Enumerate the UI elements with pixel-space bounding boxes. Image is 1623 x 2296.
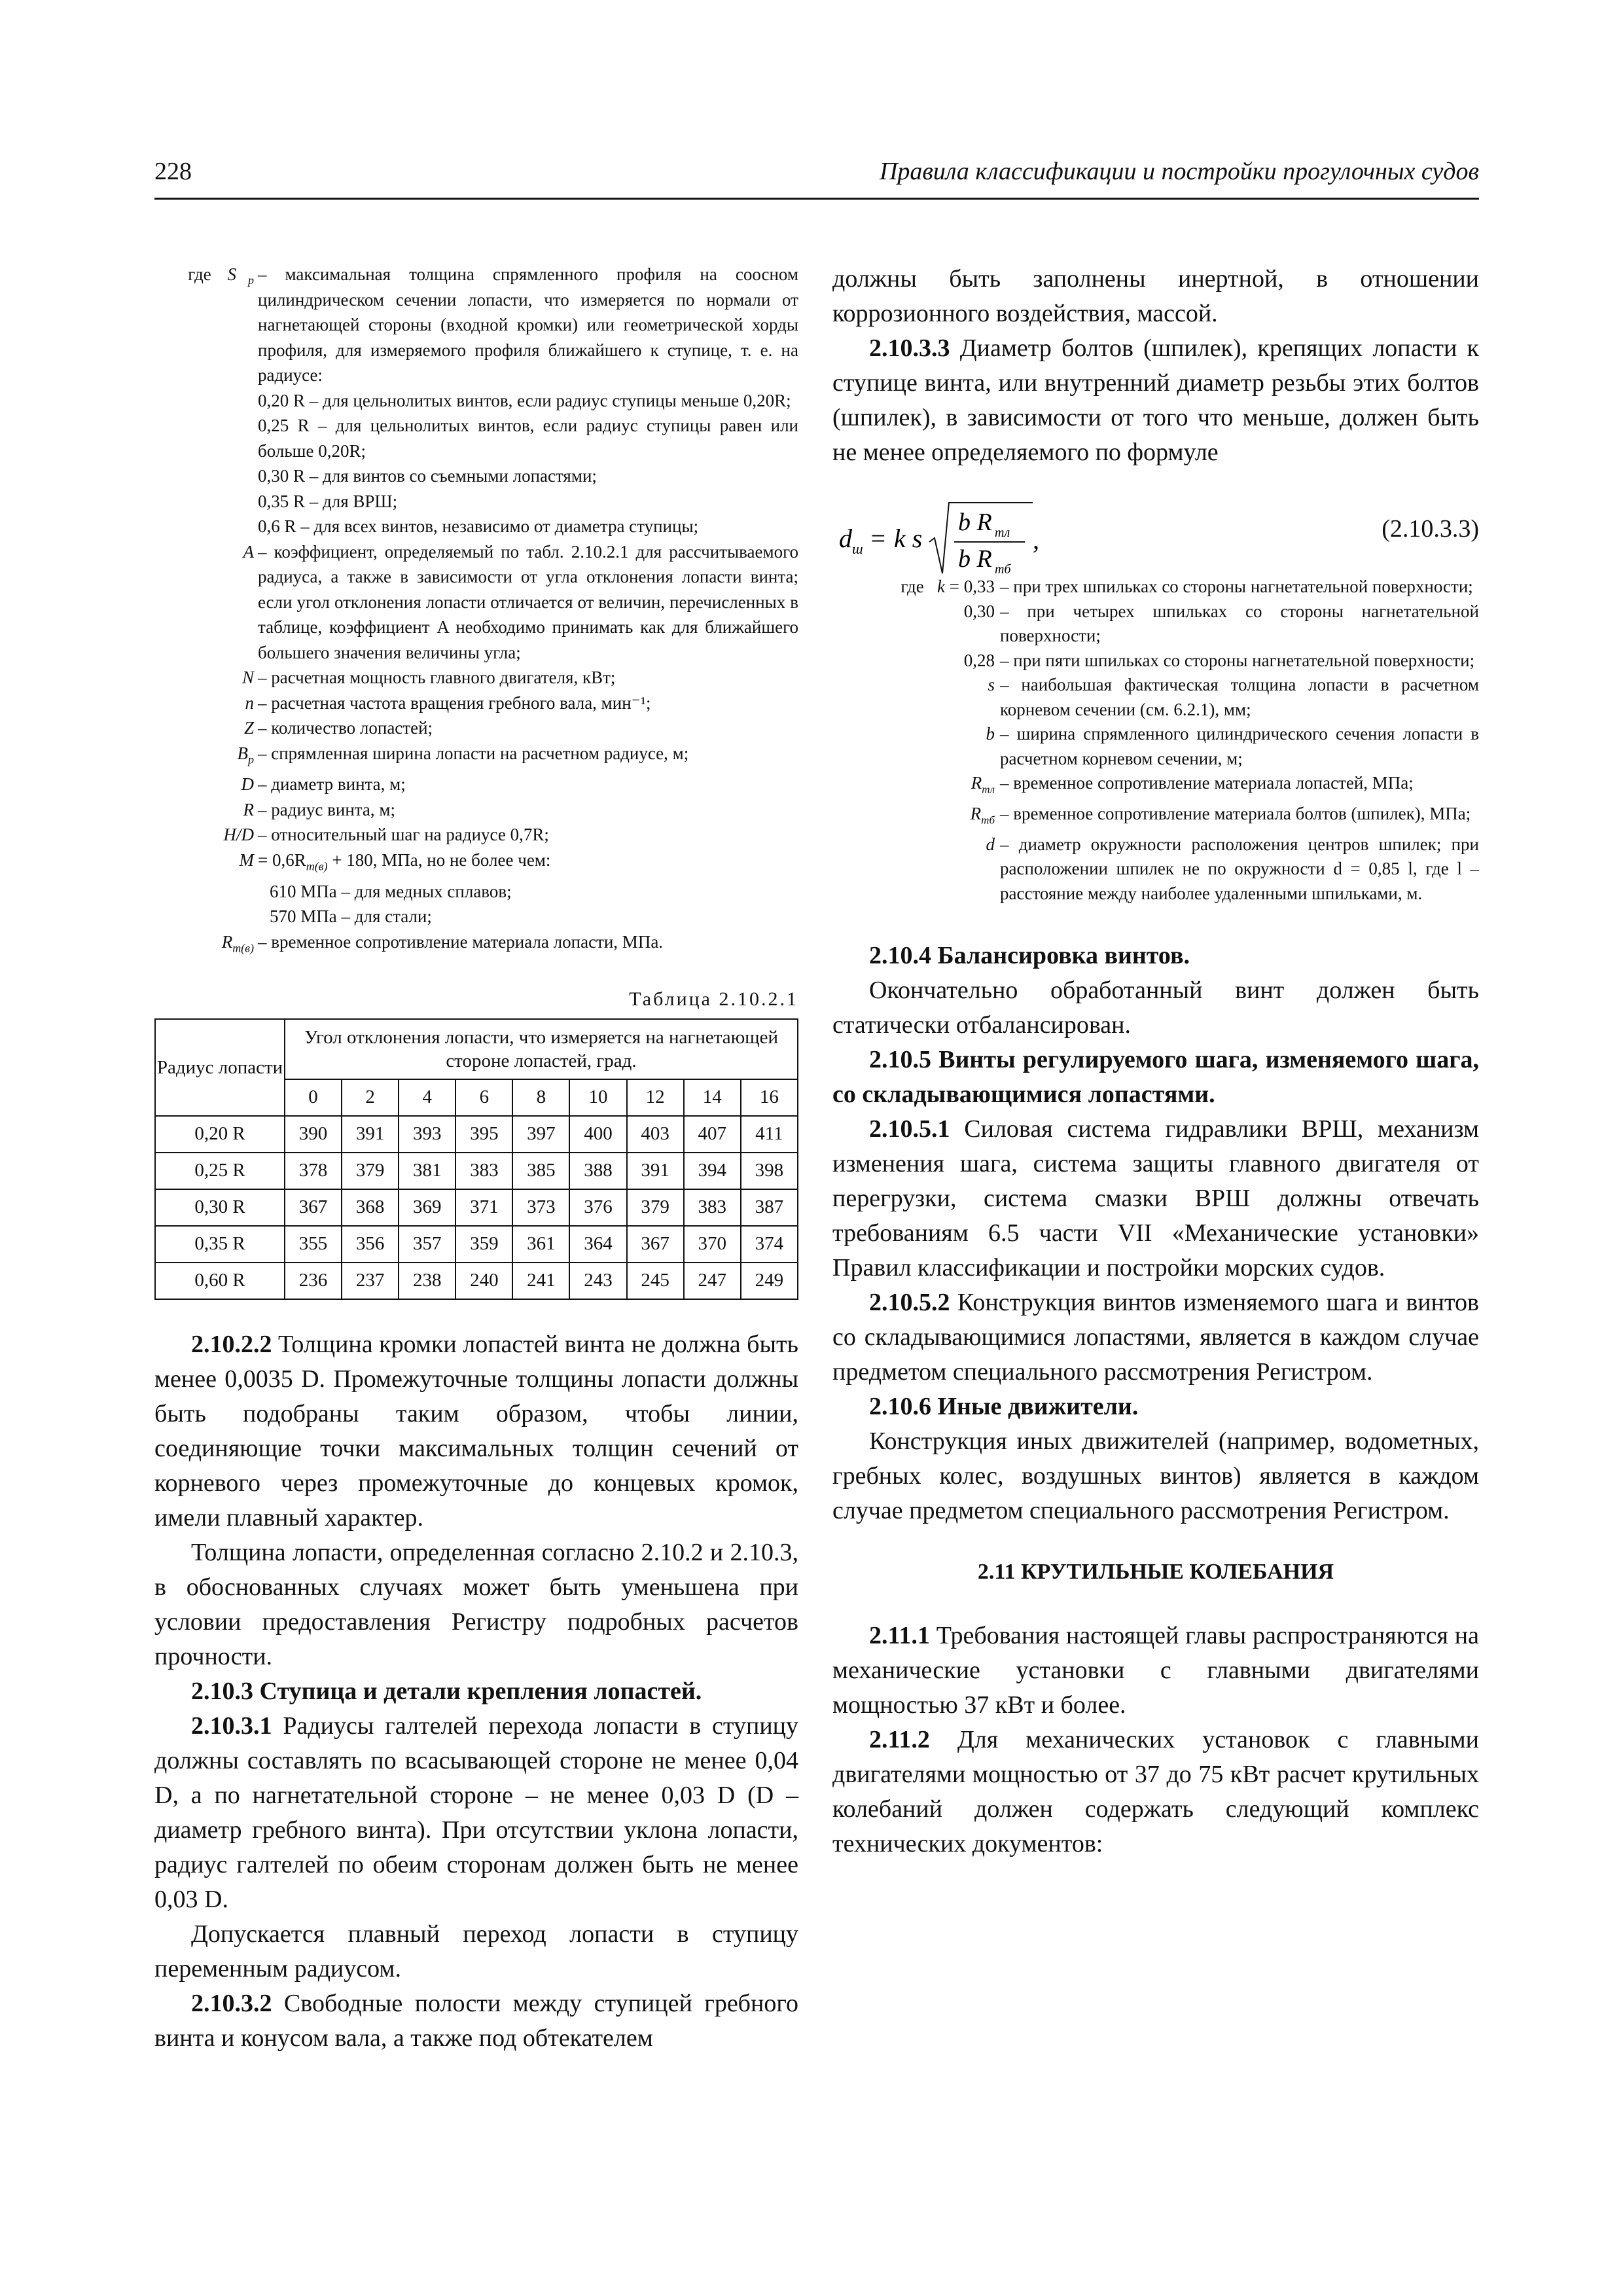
def-item: 0,30 R – для винтов со съемными лопастями;: [258, 466, 597, 486]
angle-cell: 14: [684, 1079, 741, 1116]
value-cell: 364: [569, 1226, 626, 1263]
value-cell: 381: [399, 1153, 455, 1189]
heading-2-10-6: 2.10.6 Иные движители.: [869, 1393, 1139, 1421]
heading-2-10-3: 2.10.3 Ступица и детали крепления лопастей.: [191, 1677, 702, 1705]
value-cell: 383: [684, 1189, 741, 1226]
table-row: [155, 1263, 798, 1299]
angle-cell: 0: [285, 1079, 342, 1116]
value-cell: 391: [342, 1116, 399, 1153]
def-item: 0,6 R – для всех винтов, независимо от диаметра ступицы;: [258, 516, 699, 536]
para-2-10-5-2: 2.10.5.2 Конструкция винтов изменяемого шага и винтов со складывающимися лопастями, является в каждом случае предметом специального рассмотрения Регистром.: [832, 1289, 1479, 1386]
value-cell: 385: [512, 1153, 569, 1189]
value-cell: 376: [569, 1189, 626, 1226]
para-2-10-2-2: 2.10.2.2 Толщина кромки лопастей винта не должна быть менее 0,0035 D. Промежуточные толщины лопасти должны быть подобраны таким образом, чтобы линии, соединяющие точки максимальных толщин сечений от корневого через промежуточные до концевых кромок, имели плавный характер.: [154, 1330, 798, 1532]
def-item: 610 МПа – для медных сплавов;: [270, 881, 512, 901]
def-k-030: 0,30 – при четырех шпильках со стороны нагнетательной поверхности;: [963, 601, 1479, 645]
running-title: Правила классификации и постройки прогулочных судов: [879, 158, 1479, 185]
value-cell: 379: [627, 1189, 684, 1226]
table-row: [155, 1116, 798, 1153]
angle-cell: 2: [342, 1079, 399, 1116]
table-row: [155, 1226, 798, 1263]
def-item: 570 МПа – для стали;: [270, 906, 432, 927]
para-continued: должны быть заполнены инертной, в отношении коррозионного воздействия, массой.: [832, 265, 1479, 327]
para-2-10-3-1: 2.10.3.1 Радиусы галтелей перехода лопасти в ступицу должны составлять по всасывающей стороне не менее 0,04 D, а по нагнетательной стороне – не менее 0,03 D (D – диаметр гребного винта). При отсутствии уклона лопасти, радиус галтелей по обеим сторонам должен быть не менее 0,03 D.: [154, 1712, 798, 1913]
svg-text:тл: тл: [995, 526, 1010, 540]
radius-cell: 0,25 R: [155, 1153, 285, 1189]
svg-text:=: =: [869, 524, 887, 553]
page-number: 228: [154, 158, 192, 185]
angle-cell: 6: [455, 1079, 512, 1116]
para-smooth: Допускается плавный переход лопасти в ступицу переменным радиусом.: [154, 1920, 798, 1982]
left-definitions: [154, 262, 798, 961]
angle-cell: 16: [741, 1079, 798, 1116]
value-cell: 238: [399, 1263, 455, 1299]
value-cell: 368: [342, 1189, 399, 1226]
angle-cell: 4: [399, 1079, 455, 1116]
formula-bolt-diameter: [832, 470, 1479, 575]
value-cell: 240: [455, 1263, 512, 1299]
angle-cell: 12: [627, 1079, 684, 1116]
para-2-10-6: Конструкция иных движителей (например, водометных, гребных колес, воздушных винтов) является в каждом случае предметом специального рассмотрения Регистром.: [832, 1427, 1479, 1525]
right-column: [832, 262, 1479, 1861]
svg-text:тб: тб: [995, 562, 1011, 577]
heading-2-10-5: 2.10.5 Винты регулируемого шага, изменяемого шага, со складывающимися лопастями.: [832, 1046, 1479, 1109]
left-column: [154, 262, 798, 2056]
def-bp: $B_р$ – спрямленная ширина лопасти на расчетном радиусе, м;: [237, 743, 689, 766]
right-definitions: [832, 575, 1479, 906]
value-cell: 370: [684, 1226, 741, 1263]
def-b: b – ширина спрямленного цилиндрического сечения лопасти в расчетном корневом сечении, м;: [986, 724, 1479, 768]
radius-cell: 0,35 R: [155, 1226, 285, 1263]
para-2-10-3-2: 2.10.3.2 Свободные полости между ступицей гребного винта и конусом вала, а также под обтекателем: [154, 1989, 798, 2052]
para-2-11-1: 2.11.1 Требования настоящей главы распространяются на механические установки с главными двигателями мощностью 37 кВт и более.: [832, 1622, 1479, 1719]
formula-number: (2.10.3.3): [1382, 515, 1479, 543]
table-row: [155, 1153, 798, 1189]
def-r: R – радиус винта, м;: [243, 799, 396, 819]
value-cell: 247: [684, 1263, 741, 1299]
value-cell: 236: [285, 1263, 342, 1299]
para-thickness: Толщина лопасти, определенная согласно 2.10.2 и 2.10.3, в обоснованных случаях может быть уменьшена при условии предоставления Регистру подробных расчетов прочности.: [154, 1538, 798, 1670]
value-cell: 383: [455, 1153, 512, 1189]
value-cell: 411: [741, 1116, 798, 1153]
def-sp: где S $_р$ – максимальная толщина спрямленного профиля на соосном цилиндрическом сечении лопасти, что измеряется по нормали от нагнетающей стороны (входной кромки) или геометрической хорды профиля, для измеряемого профиля ближайшего к ступице, т. е. на радиусе:: [154, 262, 798, 388]
value-cell: 407: [684, 1116, 741, 1153]
para-2-11-2: 2.11.2 Для механических установок с главными двигателями мощностью от 37 до 75 кВт расчет крутильных колебаний должен содержать следующий комплекс технических документов:: [832, 1726, 1479, 1858]
value-cell: 379: [342, 1153, 399, 1189]
value-cell: 390: [285, 1116, 342, 1153]
radius-cell: 0,60 R: [155, 1263, 285, 1299]
svg-text:b R: b R: [958, 509, 992, 536]
value-cell: 391: [627, 1153, 684, 1189]
table-caption: Таблица 2.10.2.1: [629, 988, 798, 1010]
table-body: [155, 1116, 798, 1299]
def-rtb: $R_{тб}$ – временное сопротивление материала болтов (шпилек), МПа;: [970, 803, 1471, 827]
value-cell: 397: [512, 1116, 569, 1153]
value-cell: 369: [399, 1189, 455, 1226]
heading-2-10-4: 2.10.4 Балансировка винтов.: [869, 942, 1190, 970]
table-header-row: [155, 1019, 798, 1079]
value-cell: 367: [285, 1189, 342, 1226]
def-s: s – наибольшая фактическая толщина лопасти в расчетном корневом сечении (см. 6.2.1), мм;: [988, 675, 1479, 719]
value-cell: 359: [455, 1226, 512, 1263]
value-cell: 367: [627, 1226, 684, 1263]
value-cell: 373: [512, 1189, 569, 1226]
def-text: – максимальная толщина спрямленного профиля на соосном цилиндрическом сечении лопасти, что измеряется по нормали от нагнетающей стороны (входной кромки) или геометрической хорды профиля, для измеряемого профиля ближайшего к ступице, т. е. на радиусе:: [258, 264, 798, 385]
value-cell: 356: [342, 1226, 399, 1263]
value-cell: 237: [342, 1263, 399, 1299]
radius-cell: 0,20 R: [155, 1116, 285, 1153]
value-cell: 393: [399, 1116, 455, 1153]
svg-text:ш: ш: [852, 541, 863, 557]
value-cell: 374: [741, 1226, 798, 1263]
para-2-10-4: Окончательно обработанный винт должен быть статически отбалансирован.: [832, 977, 1479, 1039]
def-n-power: N – расчетная мощность главного двигателя, кВт;: [241, 668, 616, 687]
def-d-circle: d – диаметр окружности расположения центров шпилек; при расположении шпилек не по окружности d = 0,85 l, где l – расстояние между наиболее удаленными шпильками, м.: [986, 834, 1479, 903]
def-d: D – диаметр винта, м;: [241, 774, 406, 795]
coefficient-table: [154, 1018, 798, 1300]
value-cell: 355: [285, 1226, 342, 1263]
def-item: 0,25 R – для цельнолитых винтов, если радиус ступицы равен или больше 0,20R;: [258, 416, 798, 461]
def-k-028: 0,28 – при пяти шпильках со стороны нагнетательной поверхности;: [963, 650, 1475, 670]
svg-text:k s: k s: [894, 524, 923, 553]
def-item: 0,35 R – для ВРШ;: [258, 491, 398, 511]
value-cell: 357: [399, 1226, 455, 1263]
value-cell: 241: [512, 1263, 569, 1299]
def-item: 0,20 R – для цельнолитых винтов, если радиус ступицы меньше 0,20R;: [258, 390, 791, 410]
value-cell: 398: [741, 1153, 798, 1189]
value-cell: 403: [627, 1116, 684, 1153]
para-2-10-3-3: 2.10.3.3 Диаметр болтов (шпилек), крепящих лопасти к ступице винта, или внутренний диаметр резьбы этих болтов (шпилек), в зависимости от того что меньше, должен быть не менее определяемого по формуле: [832, 334, 1479, 466]
col-header-radius: Радиус лопасти: [155, 1019, 285, 1116]
angle-cell: 10: [569, 1079, 626, 1116]
col-header-angle: Угол отклонения лопасти, что измеряется на нагнетающей стороне лопастей, град.: [285, 1019, 798, 1079]
svg-text:d: d: [839, 524, 852, 553]
def-rtl: $R_{тл}$ – временное сопротивление материала лопастей, МПа;: [971, 773, 1414, 796]
def-k: где k = 0,33 – при трех шпильках со стороны нагнетательной поверхности;: [901, 577, 1473, 596]
def-m: M = $0,6R_{m(в)} + 180$, МПа, но не более чем:: [239, 850, 551, 873]
value-cell: 387: [741, 1189, 798, 1226]
radius-cell: 0,30 R: [155, 1189, 285, 1226]
value-cell: 394: [684, 1153, 741, 1189]
value-cell: 243: [569, 1263, 626, 1299]
formula-graphic: [839, 496, 1114, 581]
def-a: A – коэффициент, определяемый по табл. 2.10.2.1 для рассчитываемого радиуса, а также в зависимости от угла отклонения лопасти винта; если угол отклонения лопасти отличается от величин, перечисленных в таблице, коэффициент A необходимо принимать как для ближайшего большего значения величины угла;: [243, 541, 798, 662]
section-title-2-11: 2.11 КРУТИЛЬНЫЕ КОЛЕБАНИЯ: [977, 1560, 1334, 1585]
value-cell: 249: [741, 1263, 798, 1299]
svg-text:,: ,: [1033, 525, 1039, 554]
page-header: [154, 156, 1479, 200]
value-cell: 400: [569, 1116, 626, 1153]
def-hd: H/D – относительный шаг на радиусе 0,7R;: [223, 825, 549, 845]
value-cell: 371: [455, 1189, 512, 1226]
value-cell: 378: [285, 1153, 342, 1189]
svg-text:b R: b R: [958, 545, 992, 573]
para-2-10-5-1: 2.10.5.1 Силовая система гидравлики ВРШ, механизм изменения шага, система защиты главного двигателя от перегрузки, система смазки ВРШ должны отвечать требованиям 6.5 части VII «Механические установки» Правил классификации и постройки морских судов.: [832, 1115, 1479, 1282]
value-cell: 245: [627, 1263, 684, 1299]
def-z: Z – количество лопастей;: [243, 718, 433, 738]
def-n-speed: n – расчетная частота вращения гребного вала, мин⁻¹;: [245, 692, 651, 713]
table-row: [155, 1189, 798, 1226]
value-cell: 388: [569, 1153, 626, 1189]
value-cell: 361: [512, 1226, 569, 1263]
value-cell: 395: [455, 1116, 512, 1153]
angle-cell: 8: [512, 1079, 569, 1116]
def-rm: $R_{m(в)}$ – временное сопротивление материала лопасти, МПа.: [221, 931, 664, 955]
